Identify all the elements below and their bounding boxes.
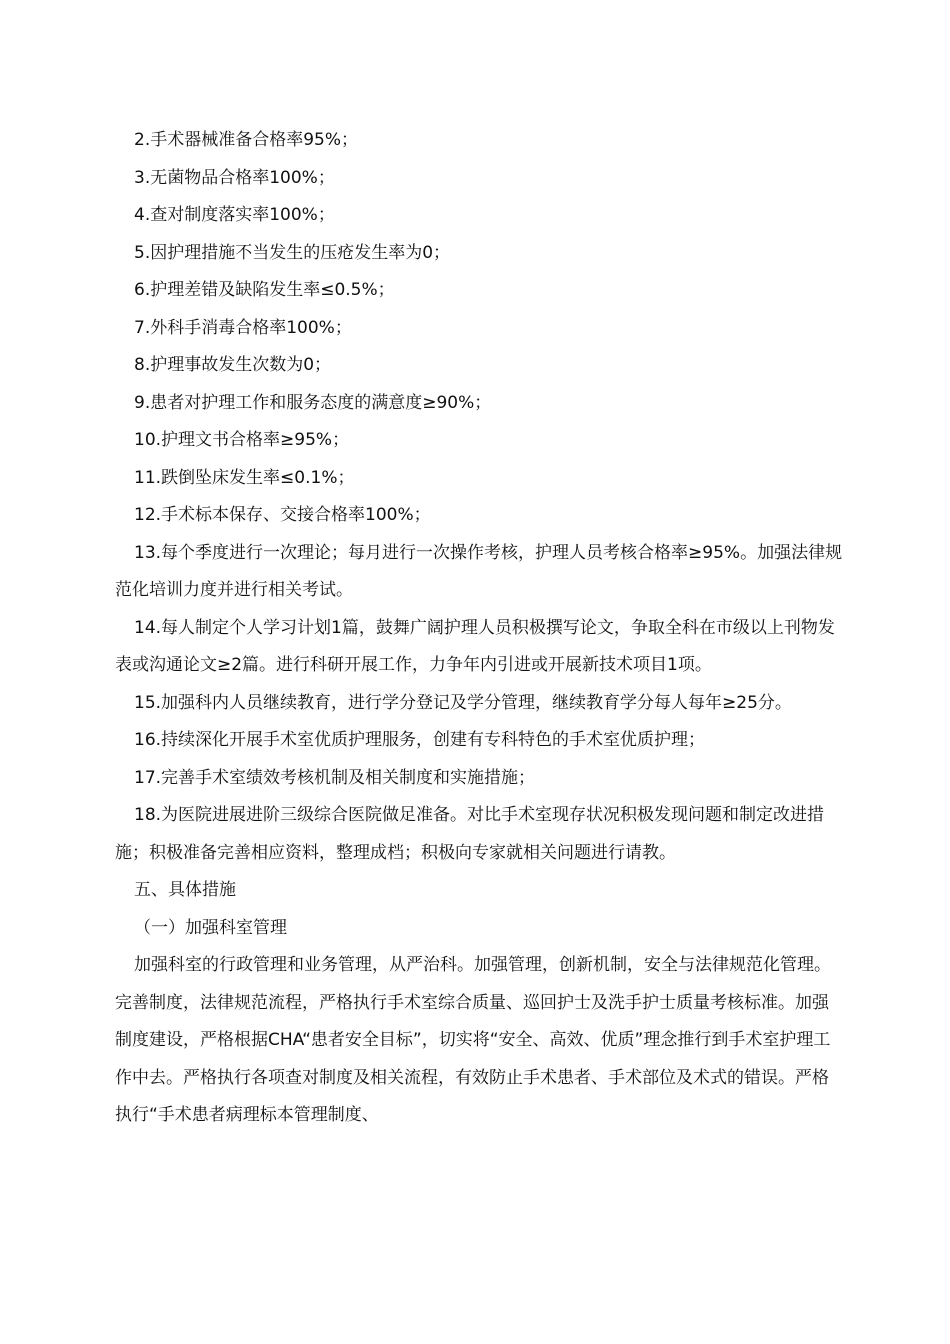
document-body (115, 122, 845, 1135)
list-item-4: 4.查对制度落实率100%； (134, 205, 335, 225)
list-item-6: 6.护理差错及缺陷发生率≤0.5%； (134, 280, 395, 300)
list-item-12: 12.手术标本保存、交接合格率100%； (134, 505, 431, 525)
list-item-16: 16.持续深化开展手术室优质护理服务，创建有专科特色的手术室优质护理； (134, 730, 706, 750)
list-item-10: 10.护理文书合格率≥95%； (134, 430, 350, 450)
list-item-15: 15.加强科内人员继续教育，进行学分登记及学分管理，继续教育学分每人每年≥25分。 (134, 692, 792, 713)
body-paragraph: 加强科室的行政管理和业务管理，从严治科。加强管理，创新机制，安全与法律规范化管理。完善制度，法律规范流程，严格执行手术室综合质量、巡回护士及洗手护士质量考核标准。加强制度建设，严格根据CHA“患者安全目标”，切实将“安全、高效、优质”理念推行到手术室护理工作中去。严格执行各项查对制度及相关流程，有效防止手术患者、手术部位及术式的错误。严格执行“手术患者病理标本管理制度、 (115, 955, 831, 1125)
list-item-13: 13.每个季度进行一次理论；每月进行一次操作考核，护理人员考核合格率≥95%。加强法律规范化培训力度并进行相关考试。 (115, 542, 843, 600)
list-item-11: 11.跌倒坠床发生率≤0.1%； (134, 467, 355, 488)
section-heading: 五、具体措施 (134, 880, 236, 900)
list-item-3: 3.无菌物品合格率100%； (134, 167, 335, 188)
list-item-7: 7.外科手消毒合格率100%； (134, 317, 352, 338)
list-item-8: 8.护理事故发生次数为0； (134, 355, 332, 375)
list-item-2: 2.手术器械准备合格率95%； (134, 130, 359, 150)
list-item-14: 14.每人制定个人学习计划1篇，鼓舞广阔护理人员积极撰写论文，争取全科在市级以上刊物发表或沟通论文≥2篇。进行科研开展工作，力争年内引进或开展新技术项目1项。 (115, 617, 835, 675)
list-item-18: 18.为医院进展进阶三级综合医院做足准备。对比手术室现存状况积极发现问题和制定改进措施；积极准备完善相应资料，整理成档；积极向专家就相关问题进行请教。 (115, 805, 825, 863)
list-item-17: 17.完善手术室绩效考核机制及相关制度和实施措施； (134, 767, 536, 788)
list-item-5: 5.因护理措施不当发生的压疮发生率为0； (134, 242, 451, 263)
subsection-heading: （一）加强科室管理 (134, 917, 287, 938)
list-item-9: 9.患者对护理工作和服务态度的满意度≥90%； (134, 392, 492, 413)
